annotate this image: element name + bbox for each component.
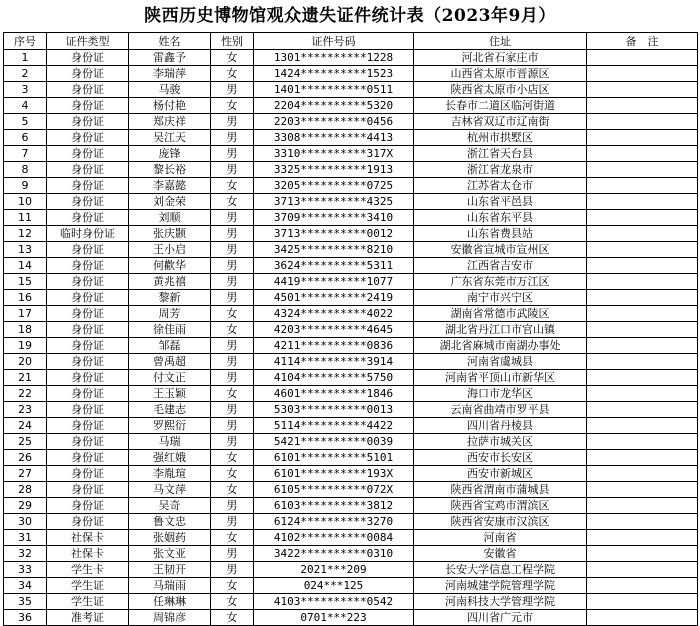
cell-name: 周芳 [129,306,211,322]
table-row [4,354,698,370]
cell-id-number: 3308**********4413 [254,130,414,146]
table-row [4,418,698,434]
cell-index: 11 [4,210,47,226]
cell-id-number: 3709**********3410 [254,210,414,226]
cell-address: 浙江省龙泉市 [414,162,587,178]
cell-id-number: 5303**********0013 [254,402,414,418]
cell-gender: 男 [211,562,254,578]
lost-id-table [3,32,698,626]
cell-index: 30 [4,514,47,530]
cell-gender: 女 [211,610,254,626]
cell-gender: 女 [211,594,254,610]
table-row [4,194,698,210]
cell-id-type: 学生卡 [47,562,129,578]
cell-remarks [587,274,698,290]
cell-address: 吉林省双辽市辽南街 [414,114,587,130]
table-row [4,130,698,146]
cell-index: 5 [4,114,47,130]
cell-id-type: 身份证 [47,466,129,482]
cell-id-number: 1301**********1228 [254,50,414,66]
cell-index: 4 [4,98,47,114]
cell-index: 35 [4,594,47,610]
cell-remarks [587,242,698,258]
header-index: 序号 [4,33,47,50]
cell-index: 2 [4,66,47,82]
cell-name: 李胤瑄 [129,466,211,482]
cell-remarks [587,610,698,626]
cell-address: 湖南省常德市武陵区 [414,306,587,322]
cell-id-type: 身份证 [47,178,129,194]
cell-remarks [587,546,698,562]
cell-id-number: 4601**********1846 [254,386,414,402]
cell-name: 毛建志 [129,402,211,418]
cell-name: 刘顺 [129,210,211,226]
table-row [4,50,698,66]
cell-name: 付文正 [129,370,211,386]
cell-name: 吴奇 [129,498,211,514]
cell-name: 李嘉懿 [129,178,211,194]
cell-gender: 男 [211,82,254,98]
cell-id-number: 3325**********1913 [254,162,414,178]
cell-gender: 女 [211,322,254,338]
cell-index: 26 [4,450,47,466]
table-row [4,562,698,578]
cell-gender: 男 [211,434,254,450]
cell-remarks [587,594,698,610]
cell-id-number: 3310**********317X [254,146,414,162]
cell-id-type: 身份证 [47,258,129,274]
cell-name: 刘金荣 [129,194,211,210]
cell-id-type: 身份证 [47,450,129,466]
cell-id-number: 4211**********0836 [254,338,414,354]
cell-index: 16 [4,290,47,306]
cell-name: 任琳琳 [129,594,211,610]
cell-index: 33 [4,562,47,578]
table-row [4,482,698,498]
cell-id-number: 5114**********4422 [254,418,414,434]
table-row [4,594,698,610]
cell-name: 庞锋 [129,146,211,162]
cell-name: 邹磊 [129,338,211,354]
cell-address: 陕西省渭南市蒲城县 [414,482,587,498]
cell-name: 吴江天 [129,130,211,146]
cell-remarks [587,530,698,546]
cell-id-number: 4501**********2419 [254,290,414,306]
cell-gender: 男 [211,162,254,178]
table-row [4,290,698,306]
cell-remarks [587,130,698,146]
cell-address: 陕西省安康市汉滨区 [414,514,587,530]
table-row [4,146,698,162]
cell-index: 19 [4,338,47,354]
table-row [4,98,698,114]
table-row [4,274,698,290]
cell-id-number: 2204**********5320 [254,98,414,114]
cell-gender: 男 [211,498,254,514]
cell-gender: 男 [211,226,254,242]
cell-index: 6 [4,130,47,146]
cell-gender: 男 [211,130,254,146]
cell-gender: 女 [211,50,254,66]
cell-remarks [587,434,698,450]
cell-remarks [587,226,698,242]
cell-gender: 男 [211,146,254,162]
cell-id-type: 身份证 [47,322,129,338]
cell-id-number: 6105**********072X [254,482,414,498]
cell-remarks [587,482,698,498]
cell-address: 安徽省宣城市宣州区 [414,242,587,258]
table-row [4,578,698,594]
cell-address: 山东省费县站 [414,226,587,242]
cell-address: 湖北省麻城市南湖办事处 [414,338,587,354]
cell-gender: 女 [211,466,254,482]
cell-name: 雷鑫予 [129,50,211,66]
table-row [4,514,698,530]
table-header-row [4,33,698,50]
cell-id-number: 3425**********8210 [254,242,414,258]
cell-index: 18 [4,322,47,338]
cell-index: 8 [4,162,47,178]
cell-index: 17 [4,306,47,322]
cell-id-number: 3205**********0725 [254,178,414,194]
cell-name: 王韧开 [129,562,211,578]
cell-gender: 男 [211,274,254,290]
cell-id-type: 身份证 [47,370,129,386]
cell-gender: 男 [211,354,254,370]
cell-id-type: 身份证 [47,130,129,146]
cell-id-type: 身份证 [47,242,129,258]
cell-id-number: 1401**********0511 [254,82,414,98]
cell-name: 李瑞萍 [129,66,211,82]
cell-id-number: 6101**********5101 [254,450,414,466]
cell-id-type: 身份证 [47,82,129,98]
cell-index: 12 [4,226,47,242]
cell-address: 安徽省 [414,546,587,562]
cell-index: 25 [4,434,47,450]
cell-name: 马文萍 [129,482,211,498]
cell-address: 河南省平顶山市新华区 [414,370,587,386]
cell-index: 20 [4,354,47,370]
cell-gender: 男 [211,546,254,562]
cell-id-number: 4114**********3914 [254,354,414,370]
cell-remarks [587,66,698,82]
cell-address: 山西省太原市晋源区 [414,66,587,82]
table-row [4,434,698,450]
table-row [4,66,698,82]
table-row [4,162,698,178]
cell-remarks [587,338,698,354]
cell-id-type: 身份证 [47,210,129,226]
cell-name: 罗熙衍 [129,418,211,434]
cell-remarks [587,322,698,338]
table-row [4,258,698,274]
cell-name: 王小启 [129,242,211,258]
cell-id-type: 社保卡 [47,546,129,562]
header-gender: 性别 [211,33,254,50]
cell-address: 长安大学信息工程学院 [414,562,587,578]
cell-id-number: 4203**********4645 [254,322,414,338]
cell-index: 27 [4,466,47,482]
cell-index: 14 [4,258,47,274]
cell-remarks [587,466,698,482]
header-name: 姓名 [129,33,211,50]
cell-id-number: 024***125 [254,578,414,594]
table-row [4,82,698,98]
cell-id-type: 身份证 [47,402,129,418]
cell-index: 3 [4,82,47,98]
cell-id-type: 身份证 [47,434,129,450]
cell-id-number: 0701***223 [254,610,414,626]
table-row [4,178,698,194]
cell-index: 1 [4,50,47,66]
cell-remarks [587,194,698,210]
cell-id-number: 1424**********1523 [254,66,414,82]
table-row [4,322,698,338]
cell-address: 四川省广元市 [414,610,587,626]
cell-index: 32 [4,546,47,562]
cell-gender: 女 [211,482,254,498]
cell-name: 何歡华 [129,258,211,274]
cell-address: 西安市新城区 [414,466,587,482]
cell-name: 王玉颖 [129,386,211,402]
cell-address: 拉萨市城关区 [414,434,587,450]
cell-id-number: 3624**********5311 [254,258,414,274]
cell-name: 张文亚 [129,546,211,562]
cell-remarks [587,498,698,514]
cell-id-type: 临时身份证 [47,226,129,242]
cell-index: 10 [4,194,47,210]
cell-remarks [587,306,698,322]
cell-id-number: 6103**********3812 [254,498,414,514]
cell-name: 马瑞雨 [129,578,211,594]
cell-address: 云南省曲靖市罗平县 [414,402,587,418]
cell-remarks [587,578,698,594]
cell-remarks [587,562,698,578]
cell-address: 浙江省天台县 [414,146,587,162]
table-row [4,370,698,386]
cell-gender: 女 [211,578,254,594]
cell-gender: 男 [211,258,254,274]
cell-id-type: 学生证 [47,594,129,610]
cell-id-number: 4102**********0084 [254,530,414,546]
cell-index: 34 [4,578,47,594]
cell-id-type: 准考证 [47,610,129,626]
cell-remarks [587,114,698,130]
cell-gender: 女 [211,450,254,466]
cell-index: 7 [4,146,47,162]
cell-index: 9 [4,178,47,194]
cell-address: 山东省东平县 [414,210,587,226]
cell-remarks [587,354,698,370]
table-row [4,386,698,402]
cell-remarks [587,146,698,162]
header-id-number: 证件号码 [254,33,414,50]
table-row [4,402,698,418]
table-row [4,306,698,322]
cell-id-type: 身份证 [47,98,129,114]
header-address: 住址 [414,33,587,50]
cell-id-number: 5421**********0039 [254,434,414,450]
cell-id-type: 身份证 [47,498,129,514]
cell-address: 河南省 [414,530,587,546]
cell-address: 山东省平邑县 [414,194,587,210]
cell-remarks [587,370,698,386]
cell-index: 31 [4,530,47,546]
table-row [4,226,698,242]
cell-id-type: 学生证 [47,578,129,594]
cell-index: 24 [4,418,47,434]
cell-id-number: 6124**********3270 [254,514,414,530]
cell-name: 黄兆禧 [129,274,211,290]
cell-id-type: 身份证 [47,418,129,434]
cell-id-number: 6101**********193X [254,466,414,482]
cell-index: 22 [4,386,47,402]
cell-address: 陕西省宝鸡市渭滨区 [414,498,587,514]
cell-remarks [587,258,698,274]
cell-gender: 女 [211,194,254,210]
cell-remarks [587,98,698,114]
table-row [4,210,698,226]
cell-name: 杨付艳 [129,98,211,114]
cell-name: 黎新 [129,290,211,306]
cell-name: 徐佳雨 [129,322,211,338]
cell-address: 河南科技大学管理学院 [414,594,587,610]
cell-id-type: 身份证 [47,194,129,210]
cell-index: 21 [4,370,47,386]
cell-name: 曾禹超 [129,354,211,370]
table-row [4,338,698,354]
cell-id-type: 身份证 [47,114,129,130]
table-row [4,610,698,626]
cell-remarks [587,210,698,226]
cell-name: 强红娥 [129,450,211,466]
cell-address: 河南省虞城县 [414,354,587,370]
cell-address: 江西省吉安市 [414,258,587,274]
cell-remarks [587,50,698,66]
table-row [4,114,698,130]
cell-gender: 男 [211,370,254,386]
cell-id-number: 4103**********0542 [254,594,414,610]
cell-gender: 男 [211,210,254,226]
cell-address: 长春市二道区临河街道 [414,98,587,114]
cell-address: 西安市长安区 [414,450,587,466]
cell-id-type: 身份证 [47,338,129,354]
cell-id-type: 身份证 [47,290,129,306]
cell-address: 南宁市兴宁区 [414,290,587,306]
cell-id-type: 身份证 [47,386,129,402]
cell-id-number: 4324**********4022 [254,306,414,322]
cell-address: 杭州市拱墅区 [414,130,587,146]
cell-address: 江苏省太仓市 [414,178,587,194]
cell-name: 马瑞 [129,434,211,450]
cell-id-type: 身份证 [47,162,129,178]
header-remarks: 备 注 [587,33,698,50]
cell-index: 23 [4,402,47,418]
cell-id-number: 4104**********5750 [254,370,414,386]
cell-gender: 女 [211,98,254,114]
cell-gender: 男 [211,114,254,130]
table-row [4,242,698,258]
cell-index: 13 [4,242,47,258]
cell-gender: 女 [211,530,254,546]
cell-remarks [587,418,698,434]
cell-id-type: 身份证 [47,274,129,290]
cell-id-type: 身份证 [47,354,129,370]
table-row [4,530,698,546]
cell-remarks [587,402,698,418]
table-row [4,546,698,562]
table-row [4,466,698,482]
cell-gender: 男 [211,418,254,434]
cell-id-type: 社保卡 [47,530,129,546]
cell-id-type: 身份证 [47,306,129,322]
cell-id-number: 2203**********0456 [254,114,414,130]
cell-id-number: 3713**********4325 [254,194,414,210]
cell-name: 马骏 [129,82,211,98]
cell-name: 鲁文忠 [129,514,211,530]
cell-id-type: 身份证 [47,514,129,530]
cell-name: 周锦彦 [129,610,211,626]
cell-address: 四川省丹棱县 [414,418,587,434]
cell-name: 黎长裕 [129,162,211,178]
cell-id-type: 身份证 [47,50,129,66]
cell-gender: 男 [211,290,254,306]
cell-gender: 女 [211,306,254,322]
cell-remarks [587,82,698,98]
cell-gender: 男 [211,402,254,418]
cell-id-type: 身份证 [47,146,129,162]
cell-gender: 男 [211,242,254,258]
cell-id-type: 身份证 [47,482,129,498]
cell-id-number: 4419**********1077 [254,274,414,290]
cell-remarks [587,162,698,178]
cell-gender: 男 [211,514,254,530]
table-row [4,450,698,466]
cell-address: 海口市龙华区 [414,386,587,402]
cell-address: 湖北省丹江口市官山镇 [414,322,587,338]
cell-gender: 男 [211,338,254,354]
table-body [4,50,698,626]
cell-address: 河北省石家庄市 [414,50,587,66]
table-row [4,498,698,514]
cell-gender: 女 [211,386,254,402]
cell-id-number: 2021***209 [254,562,414,578]
cell-index: 15 [4,274,47,290]
cell-index: 29 [4,498,47,514]
cell-gender: 女 [211,178,254,194]
cell-name: 郑庆祥 [129,114,211,130]
cell-remarks [587,178,698,194]
header-id-type: 证件类型 [47,33,129,50]
cell-address: 陕西省太原市小店区 [414,82,587,98]
cell-remarks [587,514,698,530]
cell-id-number: 3713**********0012 [254,226,414,242]
cell-id-type: 身份证 [47,66,129,82]
cell-name: 张姻药 [129,530,211,546]
cell-remarks [587,290,698,306]
cell-index: 28 [4,482,47,498]
document-title: 陕西历史博物馆观众遗失证件统计表（2023年9月） [144,6,556,26]
cell-id-number: 3422**********0310 [254,546,414,562]
cell-name: 张庆颢 [129,226,211,242]
cell-address: 河南城建学院管理学院 [414,578,587,594]
cell-address: 广东省东莞市万江区 [414,274,587,290]
cell-gender: 女 [211,66,254,82]
cell-remarks [587,450,698,466]
cell-remarks [587,386,698,402]
cell-index: 36 [4,610,47,626]
